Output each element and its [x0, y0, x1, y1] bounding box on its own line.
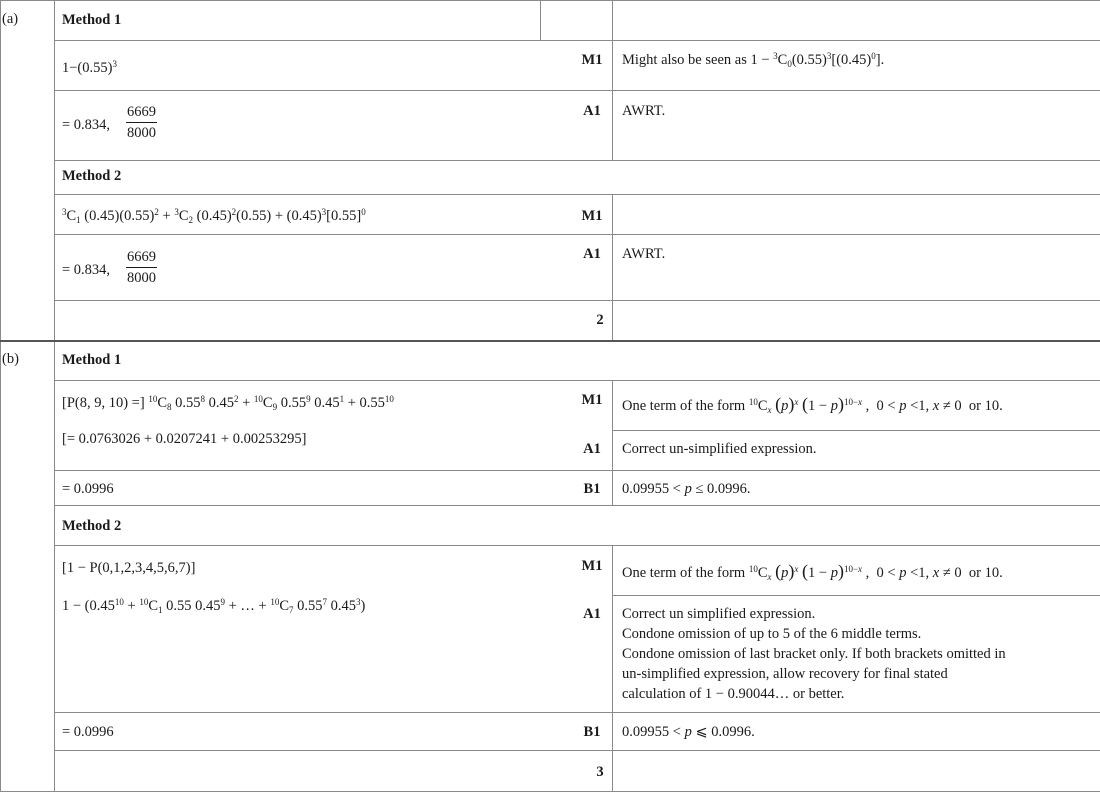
working-expression: [1 − P(0,1,2,3,4,5,6,7)]: [62, 560, 196, 576]
mark-code: M1: [581, 52, 603, 68]
working-result: = 0.0996: [62, 724, 114, 740]
working-expression: $1 - (0.45^{10} + ^{10}C_1$ 0.55 $0.45^9$ + … + $^{10}C_7$ 0.55$^7$ 0.45$^3$): [62, 597, 366, 615]
working-expression: [= 0.0763026 + 0.0207241 + 0.00253295]: [62, 431, 307, 447]
mark-code: A1: [583, 606, 601, 622]
guidance-note: Condone omission of up to 5 of the 6 middle terms.: [622, 626, 922, 642]
total-marks: 3: [596, 764, 604, 780]
fraction: $\frac{6669}{8000}$: [127, 104, 156, 141]
working-result: = 0.834,: [62, 262, 111, 278]
guidance-note: Correct un simplified expression.: [622, 606, 816, 622]
working-result: = 0.834,: [62, 117, 111, 133]
method-heading: Method 2: [62, 168, 122, 184]
guidance-note: un-simplified expression, allow recovery for final stated: [622, 666, 948, 682]
working-expression: $^3C_1$ $(0.45)(0.55)^2 + ^3C_2$ $(0.45)^2(0.55) + (0.45)^3[0.55]^0$: [62, 207, 366, 225]
mark-code: M1: [581, 392, 603, 408]
guidance-note: Condone omission of last bracket only. If both brackets omitted in: [622, 646, 1006, 662]
guidance-note: AWRT.: [622, 103, 666, 119]
guidance-note: calculation of 1 − 0.90044… or better.: [622, 686, 845, 702]
mark-code: A1: [583, 246, 601, 262]
working-expression: $1-(0.55)^3$: [62, 59, 117, 76]
method-heading: Method 2: [62, 518, 122, 534]
guidance-note: One term of the form $^{10}C_x$ $(p)^x$ $(1 - p)^{10-x}$ , 0 < p <1, x ≠ 0 or 10.: [622, 561, 1003, 582]
guidance-note: 0.09955 < p ⩽ 0.0996.: [622, 724, 755, 740]
mark-code: B1: [583, 724, 601, 740]
method-heading: Method 1: [62, 12, 122, 28]
guidance-note: AWRT.: [622, 246, 666, 262]
mark-code: B1: [583, 481, 601, 497]
mark-code: M1: [581, 558, 603, 574]
method-heading: Method 1: [62, 352, 122, 368]
part-label-a: (a): [2, 11, 19, 27]
guidance-note: 0.09955 < p ≤ 0.0996.: [622, 481, 751, 497]
working-expression: [P(8, 9, 10) =] $^{10}C_8$ 0.55$^8$ $0.45^2 + ^{10}C_9$ 0.55$^9$ $0.45^1 + 0.55^{10}$: [62, 394, 394, 412]
part-label-b: (b): [2, 351, 19, 367]
working-result: = 0.0996: [62, 481, 114, 497]
mark-code: A1: [583, 441, 601, 457]
mark-code: A1: [583, 103, 601, 119]
guidance-note: One term of the form $^{10}C_x$ $(p)^x$ $(1 - p)^{10-x}$ , 0 < p <1, x ≠ 0 or 10.: [622, 394, 1003, 415]
mark-code: M1: [581, 208, 603, 224]
guidance-note-list: [622, 604, 1006, 704]
guidance-note: Correct un-simplified expression.: [622, 441, 817, 457]
fraction: $\frac{6669}{8000}$: [127, 249, 156, 286]
guidance-note: Might also be seen as $1 - ^3C_0(0.55)^3[(0.45)^0]$.: [622, 51, 885, 69]
total-marks: 2: [596, 312, 604, 328]
